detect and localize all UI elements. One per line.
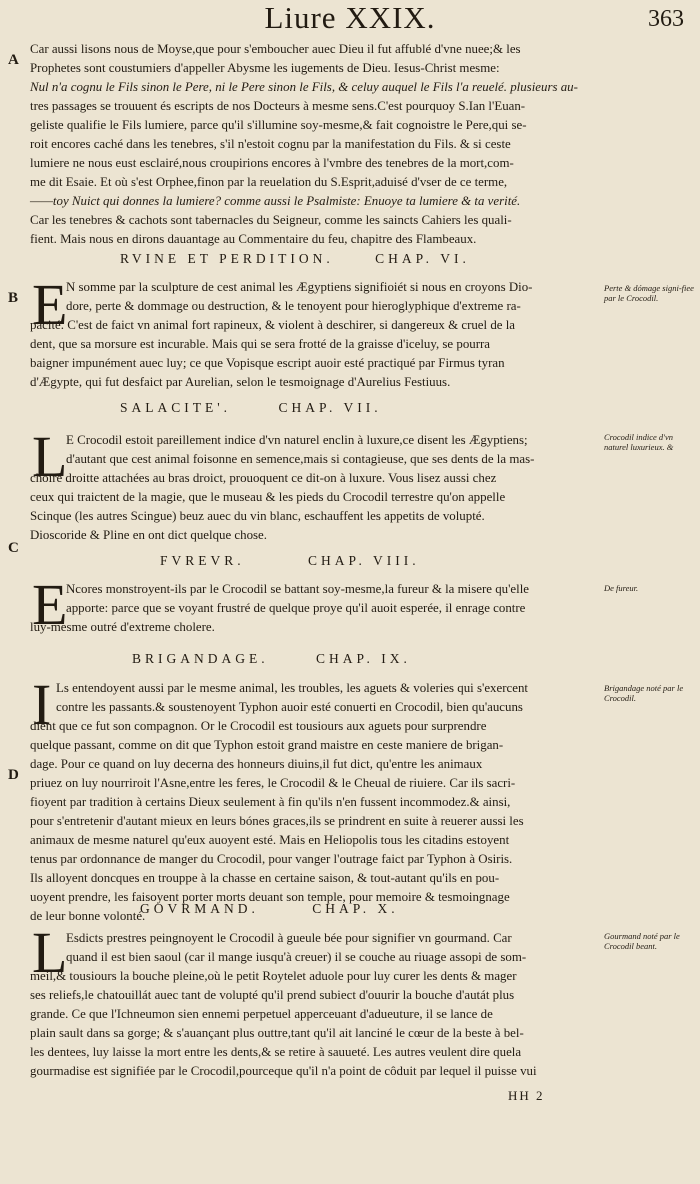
chapter-number: CHAP. VIII. — [308, 553, 420, 568]
margin-note: Brigandage noté par le Crocodil. — [604, 683, 684, 703]
chapter-line: uoyent prendre, les faisoyent porter morts deuant son temple, pour memoire & tesmoingnage — [30, 890, 510, 904]
drop-cap: L — [32, 920, 68, 985]
intro-line: geliste qualifie le Fils lumiere, parce qu'il s'illumine soy-mesme,& fait cognoistre le Pere,qui se- — [30, 118, 527, 132]
chapter-line: gourmadise est signifiée par le Crocodil,pourceque qu'il n'a point de côduit par lequel il puisse vui — [30, 1064, 537, 1078]
chapter-title: RVINE ET PERDITION. — [120, 251, 334, 266]
chapter-line: quelque passant, comme on dit que Typhon estoit grand maistre en ceste maniere de brigan- — [30, 738, 504, 752]
chapter-line: Ils alloyent doncques en trouppe à la chasse en certaine saison, & tout-autant qu'ils en pou- — [30, 871, 500, 885]
side-letter-b: B — [8, 290, 19, 306]
chapter-heading-ix — [132, 651, 411, 667]
chapter-line: ses reliefs,le chatouillát auec tant de volupté qu'il prend subiect d'ouurir la bouche d'autát plus — [30, 988, 515, 1002]
chapter-line: grande. Ce que l'Ichneumon sien ennemi perpetuel apperceuant d'adueuture, il se lance de — [30, 1007, 493, 1021]
margin-note: De fureur. — [604, 583, 639, 593]
chapter-line: animaux de mesme naturel qu'eux auoyent esté. Mais en Heliopolis tous les citadins estoyent — [30, 833, 510, 847]
chapter-line: Ncores monstroyent-ils par le Crocodil se battant soy-mesme,la fureur & la misere qu'elle — [66, 582, 530, 596]
chapter-line: contre les passants.& soustenoyent Typhon auoir esté conuerti en Crocodil, bien qu'aucuns — [56, 700, 523, 714]
chapter-line: tenus par ordonnance de manger du Crocodil, pour vanger l'outrage faict par Typhon à Osiris. — [30, 852, 513, 866]
chapter-line: quand il est bien saoul (car il mange iusqu'à creuer) il se couche au riuage assopi de som- — [66, 950, 527, 964]
chapter-line: Esdicts prestres peingnoyent le Crocodil à gueule bée pour signifier vn gourmand. Car — [66, 931, 512, 945]
drop-cap: L — [32, 424, 68, 489]
margin-note: Crocodil indice d'vn naturel luxurieux. & — [604, 432, 674, 452]
chapter-line: baigner impunément auec luy; ce que Vopisque escript auoir esté practiqué par Firmus tyran — [30, 356, 505, 370]
chapter-line: Ls entendoyent aussi par le mesme animal, les troubles, les aguets & voleries qui s'exercent — [56, 681, 528, 695]
intro-line: lumiere ne nous eust esclairé,nous croupirions encores à l'vmbre des tenebres de la mort,com- — [30, 156, 514, 170]
intro-line: fient. Mais nous en dirons dauantage au Commentaire du feu, chapitre des Flambeaux. — [30, 232, 477, 246]
intro-line: Nul n'a cognu le Fils sinon le Pere, ni le Pere sinon le Fils, & celuy auquel le Fils l'a reuelé. plusieurs au- — [30, 80, 578, 94]
drop-cap: E — [32, 272, 68, 337]
side-letter-c: C — [8, 540, 19, 556]
chapter-line: meil,& tousiours la bouche pleine,où le petit Roytelet aduole pour luy curer les dents & mager — [30, 969, 517, 983]
catchword: HH 2 — [508, 1088, 545, 1103]
margin-note: Perte & dómage signi-fiee par le Crocodil. — [604, 283, 694, 303]
chapter-line: les dentees, luy laisse la mort entre les dents,& se retire à sauueté. Les autres veulent dire quela — [30, 1045, 522, 1059]
drop-cap: E — [32, 572, 68, 637]
intro-line: roit encores caché dans les tenebres, s'il n'estoit cognu par la manifestation du Fils. & si ceste — [30, 137, 511, 151]
chapter-line: d'Ægypte, qui fut desfaict par Aurelian, selon le tesmoignage d'Aurelius Festiuus. — [30, 375, 451, 389]
chapter-line: dient que ce fut son compagnon. Or le Crocodil est tousiours aux aguets pour surprendre — [30, 719, 487, 733]
side-letter-d: D — [8, 767, 19, 783]
chapter-heading-vi — [120, 251, 470, 267]
chapter-line: plain sault dans sa gorge; & s'auançant plus outtre,tant qu'il ait lanciné le cœur de la beste à bel- — [30, 1026, 524, 1040]
chapter-line: luy-mesme outré d'extreme cholere. — [30, 620, 215, 634]
chapter-line: priuez on luy nourriroit l'Asne,entre les feres, le Crocodil & le Cheual de riuiere. Car ils sacri- — [30, 776, 516, 790]
intro-line: me dit Esaie. Et où s'est Orphee,finon par la reuelation du S.Esprit,aduisé d'vser de ce terme, — [30, 175, 508, 189]
chapter-number: CHAP. VII. — [278, 400, 382, 415]
chapter-line: de leur bonne volonté. — [30, 909, 146, 923]
chapter-line: Dioscoride & Pline en ont dict quelque chose. — [30, 528, 267, 542]
chapter-line: apporte: parce que se voyant frustré de quelque proye qu'il auoit esperée, il enrage contre — [66, 601, 526, 615]
chapter-line: pacité. C'est de faict vn animal fort rapineux, & violent à deschirer, si dangereux & cruel de la — [30, 318, 516, 332]
margin-note: Gourmand noté par le Crocodil beant. — [604, 931, 680, 951]
chapter-line: ceux qui traictent de la magie, que le museau & les pieds du Crocodil terrestre qu'on appelle — [30, 490, 506, 504]
chapter-heading-x — [140, 901, 399, 917]
page-number: 363 — [648, 6, 684, 32]
running-title: Liure XXIX. — [264, 0, 436, 35]
chapter-number: CHAP. IX. — [316, 651, 411, 666]
chapter-line: N somme par la sculpture de cest animal les Ægyptiens signifioiét si nous en croyons Dio- — [66, 280, 533, 294]
chapter-title: FVREVR. — [160, 553, 245, 568]
chapter-heading-viii — [160, 553, 420, 569]
chapter-number: CHAP. X. — [312, 901, 399, 916]
intro-line: ——toy Nuict qui donnes la lumiere? comme aussi le Psalmiste: Enuoye ta lumiere & ta verité. — [30, 194, 521, 208]
intro-line: Car aussi lisons nous de Moyse,que pour s'emboucher auec Dieu il fut affublé d'vne nuee;& les — [30, 42, 521, 56]
chapter-line: choire droitte attachées au bras droict, prouoquent ce dit-on à luxure. Vous lisez aussi chez — [30, 471, 497, 485]
chapter-line: E Crocodil estoit pareillement indice d'vn naturel enclin à luxure,ce disent les Ægyptiens; — [66, 433, 528, 447]
chapter-line: pour s'entretenir d'autant mieux en leurs bónes graces,ils se prindrent en suite à reuerer aussi les — [30, 814, 524, 828]
chapter-number: CHAP. VI. — [375, 251, 470, 266]
intro-line: Car les tenebres & cachots sont tabernacles du Seigneur, comme les saincts Cahiers les quali- — [30, 213, 512, 227]
chapter-line: dent, que sa morsure est incurable. Mais qui se sera frotté de la graisse d'iceluy, se pourra — [30, 337, 491, 351]
chapter-title: BRIGANDAGE. — [132, 651, 269, 666]
intro-line: Prophetes sont coustumiers d'appeller Abysme les iugements de Dieu. Iesus-Christ mesme: — [30, 61, 500, 75]
chapter-line: dore, perte & dommage ou destruction, & le tenoyent pour hieroglyphique d'extreme ra- — [66, 299, 521, 313]
chapter-title: GOVRMAND. — [140, 901, 259, 916]
chapter-line: d'autant que cest animal foisonne en semence,mais si contagieuse, que ses dents de la mas- — [66, 452, 535, 466]
chapter-heading-vii — [120, 400, 382, 416]
chapter-line: Scinque (les autres Scingue) beuz auec du vin blanc, eschauffent les appetits de volupté. — [30, 509, 485, 523]
chapter-title: SALACITE'. — [120, 400, 232, 415]
side-letter-a: A — [8, 52, 19, 68]
chapter-line: dage. Pour ce quand on luy decerna des honneurs diuins,il fut dict, qu'entre les animaux — [30, 757, 483, 771]
chapter-line: fioyent par tradition à certains Dieux seulement à fin qu'ils n'en fussent incommodez.& ainsi, — [30, 795, 511, 809]
intro-line: tres passages se trouuent és escripts de nos Docteurs à mesme sens.C'est pourquoy S.Ian l'Euan- — [30, 99, 526, 113]
drop-cap: I — [32, 672, 52, 737]
